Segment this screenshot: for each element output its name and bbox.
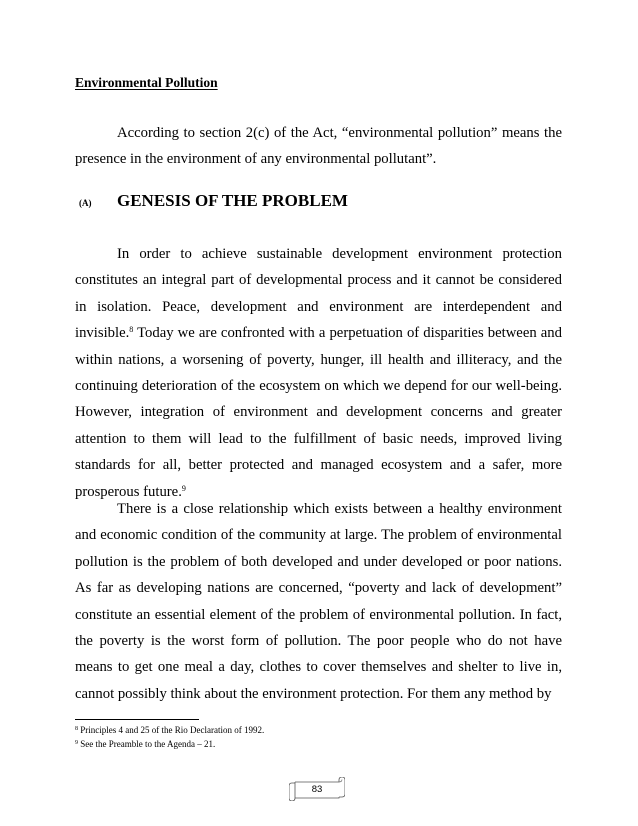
page-number: 83 <box>311 784 323 795</box>
footnote-number: 9 <box>75 740 78 746</box>
footnote-text: See the Preamble to the Agenda – 21. <box>78 739 216 749</box>
footnote <box>75 724 264 736</box>
section-label: (A) <box>79 198 92 208</box>
page-number-scroll <box>289 777 345 801</box>
footnote <box>75 738 215 750</box>
footnote-number: 8 <box>75 726 78 732</box>
footnote-text: Principles 4 and 25 of the Rio Declaration of 1992. <box>78 725 265 735</box>
section-heading: Environmental Pollution <box>75 75 218 90</box>
footnote-divider <box>75 719 199 720</box>
footnote-reference[interactable]: 8 <box>129 325 134 335</box>
section-title: GENESIS OF THE PROBLEM <box>117 191 348 210</box>
paragraph-relationship: There is a close relationship which exists between a healthy environment and economic condition of the community at large. The problem of environmental pollution is the problem of both developed and under developed or poor nations. As far as developing nations are concerned, “poverty and lack of development” constitute an essential element of the problem of environmental pollution. In fact, the poverty is the worst form of pollution. The poor people who do not have means to get one meal a day, clothes to cover themselves and shelter to live in, cannot possibly think about the environment protection. For them any method by <box>75 501 562 702</box>
paragraph-genesis <box>75 241 562 505</box>
paragraph-definition: According to section 2(c) of the Act, “environmental pollution” means the presence in the environment of any environmental pollutant”. <box>75 125 562 168</box>
footnote-reference[interactable]: 9 <box>181 483 186 493</box>
paragraph-text: In order to achieve sustainable development environment protection constitutes an integral part of developmental process and it cannot be considered in isolation. Peace, development and environment are interdependent and invisible. <box>75 246 562 342</box>
paragraph-text: Today we are confronted with a perpetuation of disparities between and within nations, a worsening of poverty, hunger, ill health and illiteracy, and the continuing deterioration of the ecosystem on which we depend for our well-being. However, integration of environment and development concerns and greater attention to them will lead to the fulfillment of basic needs, improved living standards for all, better protected and managed ecosystem and a safer, more prosperous future. <box>75 325 562 500</box>
